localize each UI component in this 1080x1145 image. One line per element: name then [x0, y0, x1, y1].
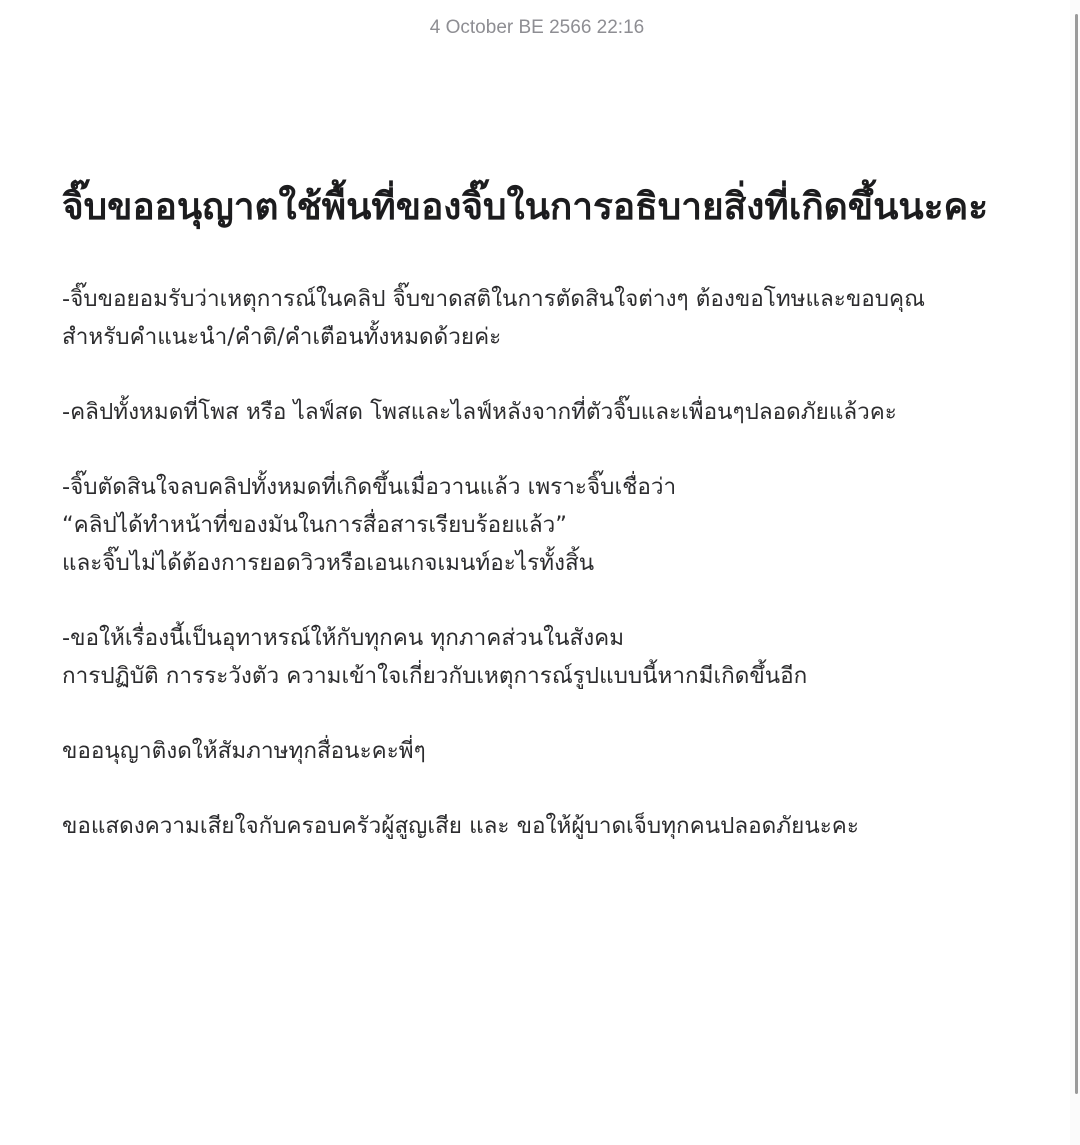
- note-line: การปฏิบัติ การระวังตัว ความเข้าใจเกี่ยวกับเหตุการณ์รูปแบบนี้หากมีเกิดขึ้นอีก: [62, 663, 808, 689]
- note-line: “คลิปได้ทำหน้าที่ของมันในการสื่อสารเรียบร้อยแล้ว”: [62, 512, 567, 538]
- note-paragraph: [62, 807, 1012, 845]
- note-line: -ขอให้เรื่องนี้เป็นอุทาหรณ์ให้กับทุกคน ทุกภาคส่วนในสังคม: [62, 625, 625, 651]
- note-paragraph: [62, 732, 1012, 770]
- note-line: -จิ๊บขอยอมรับว่าเหตุการณ์ในคลิป จิ๊บขาดสติในการตัดสินใจต่างๆ ต้องขอโทษและขอบคุณ: [62, 286, 925, 312]
- note-line: ขออนุญาติงดให้สัมภาษทุกสื่อนะคะพี่ๆ: [62, 738, 426, 764]
- note-paragraph: [62, 280, 1012, 356]
- note-line: สำหรับคำแนะนำ/คำติ/คำเตือนทั้งหมดด้วยค่ะ: [62, 324, 502, 350]
- note-line: -จิ๊บตัดสินใจลบคลิปทั้งหมดที่เกิดขึ้นเมื่อวานแล้ว เพราะจิ๊บเชื่อว่า: [62, 474, 677, 500]
- note-line: -คลิปทั้งหมดที่โพส หรือ ไลฟ์สด โพสและไลฟ์หลังจากที่ตัวจิ๊บและเพื่อนๆปลอดภัยแล้วคะ: [62, 399, 897, 425]
- scrollbar-thumb[interactable]: [1075, 14, 1078, 1094]
- note-paragraph: [62, 393, 1012, 431]
- note-date: 4 October BE 2566 22:16: [429, 17, 645, 38]
- note-body[interactable]: [62, 178, 1012, 882]
- note-line: และจิ๊บไม่ได้ต้องการยอดวิวหรือเอนเกจเมนท์อะไรทั้งสิ้น: [62, 550, 595, 576]
- note-title: จิ๊บขออนุญาตใช้พื้นที่ของจิ๊บในการอธิบายสิ่งที่เกิดขึ้นนะคะ: [62, 185, 989, 228]
- note-paragraph: [62, 619, 1012, 695]
- scrollbar-track[interactable]: [1070, 0, 1080, 1145]
- note-paragraph: [62, 468, 1012, 582]
- note-line: ขอแสดงความเสียใจกับครอบครัวผู้สูญเสีย และ ขอให้ผู้บาดเจ็บทุกคนปลอดภัยนะคะ: [62, 813, 859, 839]
